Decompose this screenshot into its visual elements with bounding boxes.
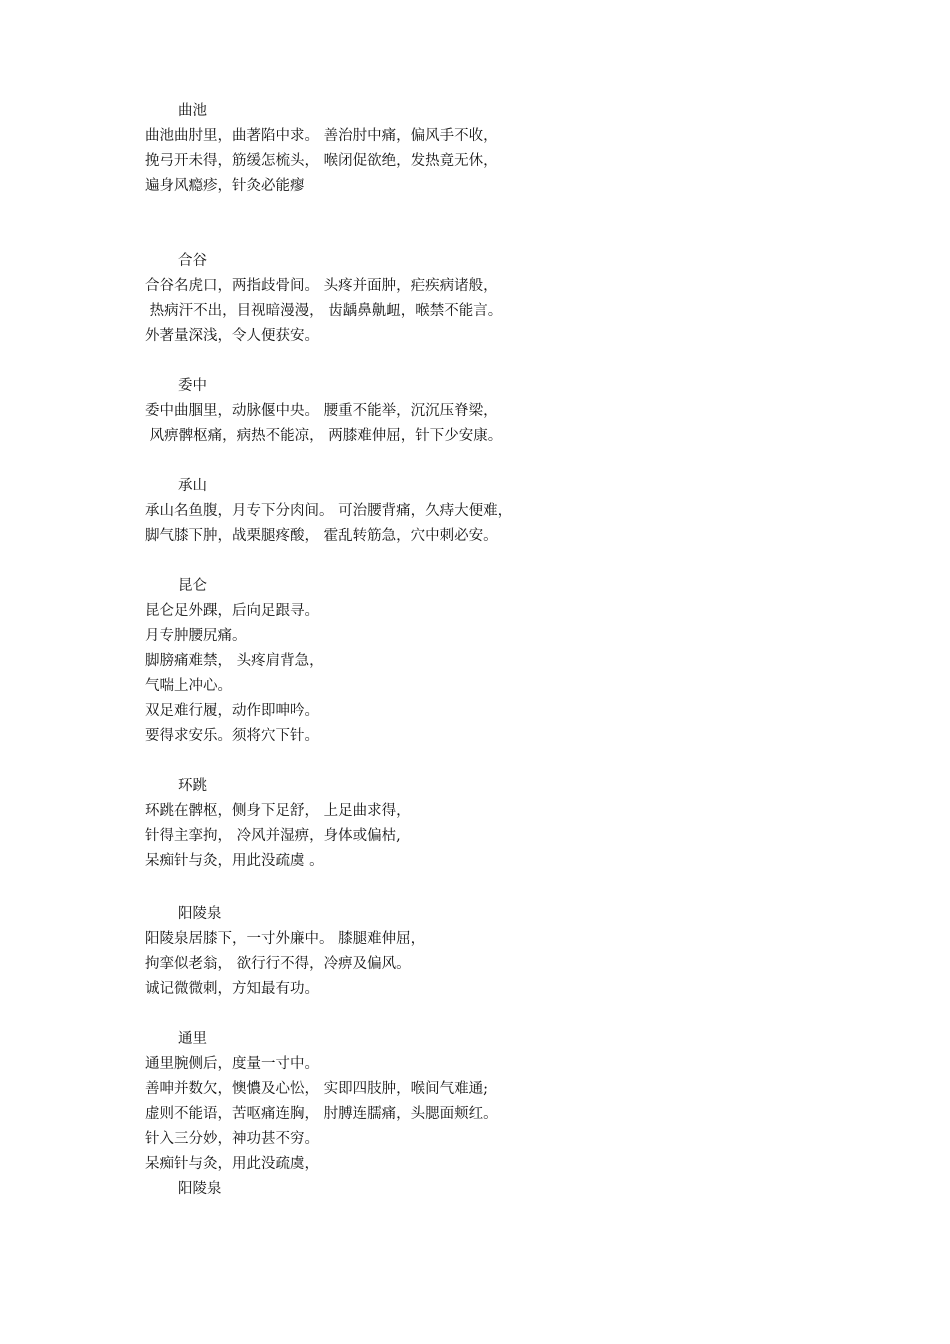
section-kunlun bbox=[145, 574, 845, 749]
verse-line: 遍身风瘾疹，针灸必能瘳 bbox=[145, 178, 305, 194]
verse-line: 委中曲腘里，动脉偃中央。 腰重不能举，沉沉压脊梁， bbox=[145, 403, 498, 419]
document-body bbox=[145, 99, 845, 1202]
verse-line: 脚气膝下肿，战栗腿疼酸， 霍乱转筋急，穴中刺必安。 bbox=[145, 528, 498, 544]
verse-line: 针得主挛拘， 冷风并湿痹，身体或偏枯, bbox=[145, 828, 401, 844]
section-huantiao bbox=[145, 774, 845, 874]
section-quchi bbox=[145, 99, 845, 199]
verse-line: 要得求安乐。须将穴下针。 bbox=[145, 728, 319, 744]
verse-line: 脚膀痛难禁， 头疼肩背急， bbox=[145, 653, 324, 669]
verse-line: 热病汗不出，目视暗漫漫， 齿龋鼻鼽衄，喉禁不能言。 bbox=[145, 303, 503, 319]
section-title: 合谷 bbox=[178, 253, 207, 269]
verse-line: 呆痴针与灸，用此没疏虞， bbox=[145, 1156, 319, 1172]
verse-line: 气喘上冲心。 bbox=[145, 678, 232, 694]
verse-line: 拘挛似老翁， 欲行行不得，冷痹及偏风。 bbox=[145, 956, 411, 972]
verse-line: 善呻并数欠，懊憹及心忪， 实即四肢肿，喉间气难通; bbox=[145, 1081, 488, 1097]
section-tongli bbox=[145, 1027, 845, 1177]
section-hegu bbox=[145, 249, 845, 349]
verse-line: 针入三分妙，神功甚不穷。 bbox=[145, 1131, 319, 1147]
verse-line: 昆仑足外踝，后向足跟寻。 bbox=[145, 603, 319, 619]
section-title: 昆仑 bbox=[178, 578, 207, 594]
verse-line: 阳陵泉居膝下，一寸外廉中。 膝腿难伸屈， bbox=[145, 931, 426, 947]
section-title: 委中 bbox=[178, 378, 207, 394]
section-title: 通里 bbox=[178, 1031, 207, 1047]
section-yanglingquan bbox=[145, 902, 845, 1002]
verse-line: 呆痴针与灸，用此没疏虞 。 bbox=[145, 853, 324, 869]
section-title: 阳陵泉 bbox=[178, 906, 222, 922]
verse-line: 合谷名虎口，两指歧骨间。 头疼并面肿，疟疾病诸般， bbox=[145, 278, 498, 294]
section-weizhong bbox=[145, 374, 845, 449]
section-title: 阳陵泉 bbox=[178, 1181, 222, 1197]
verse-line: 风痹髀枢痛，病热不能凉， 两膝难伸屈，针下少安康。 bbox=[145, 428, 503, 444]
section-chengshan bbox=[145, 474, 845, 549]
verse-line: 通里腕侧后，度量一寸中。 bbox=[145, 1056, 319, 1072]
verse-line: 环跳在髀枢，侧身下足舒， 上足曲求得， bbox=[145, 803, 411, 819]
verse-line: 挽弓开未得，筋缓怎梳头， 喉闭促欲绝，发热竟无休， bbox=[145, 153, 498, 169]
verse-line: 双足难行履，动作即呻吟。 bbox=[145, 703, 319, 719]
section-title: 承山 bbox=[178, 478, 207, 494]
section-yanglingquan-continued bbox=[145, 1177, 845, 1202]
verse-line: 月专肿腰尻痛。 bbox=[145, 628, 247, 644]
verse-line: 承山名鱼腹，月专下分肉间。 可治腰背痛，久痔大便难， bbox=[145, 503, 513, 519]
section-title: 环跳 bbox=[178, 778, 207, 794]
verse-line: 曲池曲肘里，曲著陷中求。 善治肘中痛，偏风手不收， bbox=[145, 128, 498, 144]
verse-line: 虚则不能语，苦呕痛连胸， 肘膊连臑痛，头腮面颊红。 bbox=[145, 1106, 498, 1122]
verse-line: 外著量深浅，令人便获安。 bbox=[145, 328, 319, 344]
verse-line: 诚记微微刺，方知最有功。 bbox=[145, 981, 319, 997]
section-title: 曲池 bbox=[178, 103, 207, 119]
